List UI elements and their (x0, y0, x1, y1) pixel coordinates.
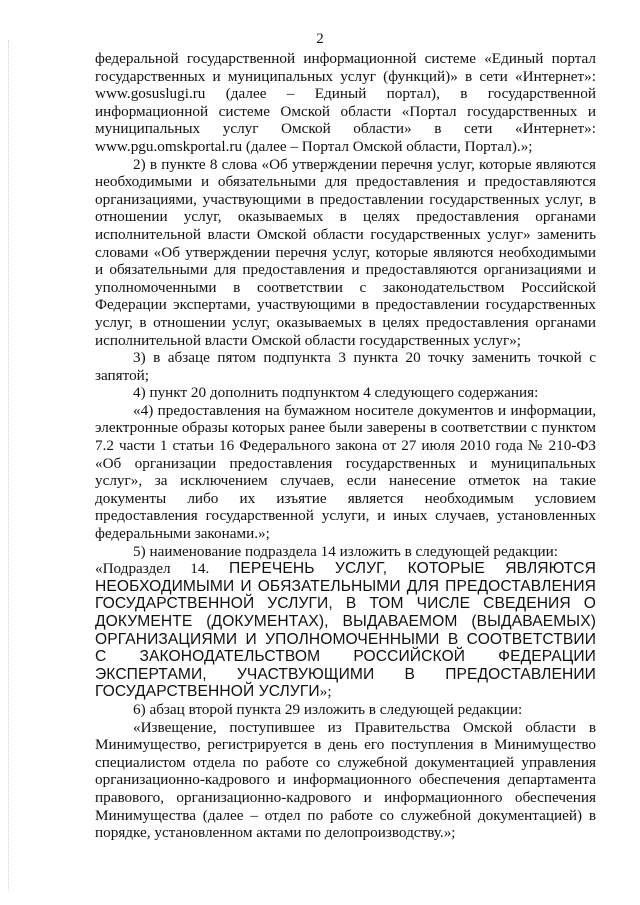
heading-suffix: »; (319, 683, 332, 701)
paragraph-item-4: 4) пункт 20 дополнить подпунктом 4 следующего содержания: (133, 384, 539, 402)
paragraph-portal-continuation: федеральной государственной информационной системе «Единый портал государственных и муниципальных услуг (функций)» в сети «Интернет»: www.gosuslugi.ru (далее – Единый портал), в государственной информационной системе Омской области «Портал государственных и муниципальных услуг Омской области» в сети «Интернет»: www.pgu.omskportal.ru (далее – Портал Омской области, Портал).»; (95, 50, 596, 155)
page-number: 2 (316, 31, 324, 47)
paragraph-notice-text: «Извещение, поступившее из Правительства Омской области в Минимущество, регистрируется в день его поступления в Минимущество специалистом отдела по работе со служебной документацией управления организационно-кадрового и информационного обеспечения департамента правового, организационно-кадрового и информационного обеспечения Минимущества (далее – отдел по работе со служебной документацией) в порядке, установленном актами по делопроизводству.»; (95, 718, 596, 842)
paragraph-item-6: 6) абзац второй пункта 29 изложить в следующей редакции: (133, 700, 523, 718)
scan-margin (8, 40, 10, 890)
paragraph-item-3: 3) в абзаце пятом подпункта 3 пункта 20 точку заменить точкой с запятой; (95, 349, 596, 384)
paragraph-subitem-4-text: «4) предоставления на бумажном носителе документов и информации, электронные образы которых ранее были заверены в соответствии с пунктом 7.2 части 1 статьи 16 Федерального закона от 27 июля 2010 года № 210-ФЗ «Об организации предоставления государственных и муниципальных услуг», за исключением случаев, если нанесение отметок на такие документы либо их изъятие является необходимым условием предоставления государственной услуги, и иных случаев, установленных федеральными законами.»; (95, 401, 596, 543)
subsection-14-heading (95, 560, 596, 701)
paragraph-item-2: 2) в пункте 8 слова «Об утверждении перечня услуг, которые являются необходимыми и обязательными для предоставления и предоставляются организациями, участвующими в предоставлении государственных услуг, в отношении услуг, оказываемых в целях предоставления органами исполнительной власти Омской области государственных услуг» заменить словами «Об утверждении перечня услуг, которые являются необходимыми и обязательными для предоставления и предоставляются организациями и уполномоченными в соответствии с законодательством Российской Федерации экспертами, участвующими в предоставлении государственных услуг, в отношении услуг, оказываемых в целях предоставления органами исполнительной власти Омской области государственных услуг»; (95, 155, 596, 349)
document-body (95, 50, 596, 842)
heading-prefix: «Подраздел 14. (95, 560, 230, 578)
heading-caps-text: ПЕРЕЧЕНЬ УСЛУГ, КОТОРЫЕ ЯВЛЯЮТСЯ НЕОБХОДИМЫМИ И ОБЯЗАТЕЛЬНЫМИ ДЛЯ ПРЕДОСТАВЛЕНИЯ ГОСУДАРСТВЕННОЙ УСЛУГИ, В ТОМ ЧИСЛЕ СВЕДЕНИЯ О ДОКУМЕНТЕ (ДОКУМЕНТАХ), ВЫДАВАЕМОМ (ВЫДАВАЕМЫХ) ОРГАНИЗАЦИЯМИ И УПОЛНОМОЧЕННЫМИ В СООТВЕТСТВИИ С ЗАКОНОДАТЕЛЬСТВОМ РОССИЙСКОЙ ФЕДЕРАЦИИ ЭКСПЕРТАМИ, УЧАСТВУЮЩИМИ В ПРЕДОСТАВЛЕНИИ ГОСУДАРСТВЕННОЙ УСЛУГИ (95, 560, 596, 701)
paragraph-item-5: 5) наименование подраздела 14 изложить в следующей редакции: (133, 542, 559, 560)
